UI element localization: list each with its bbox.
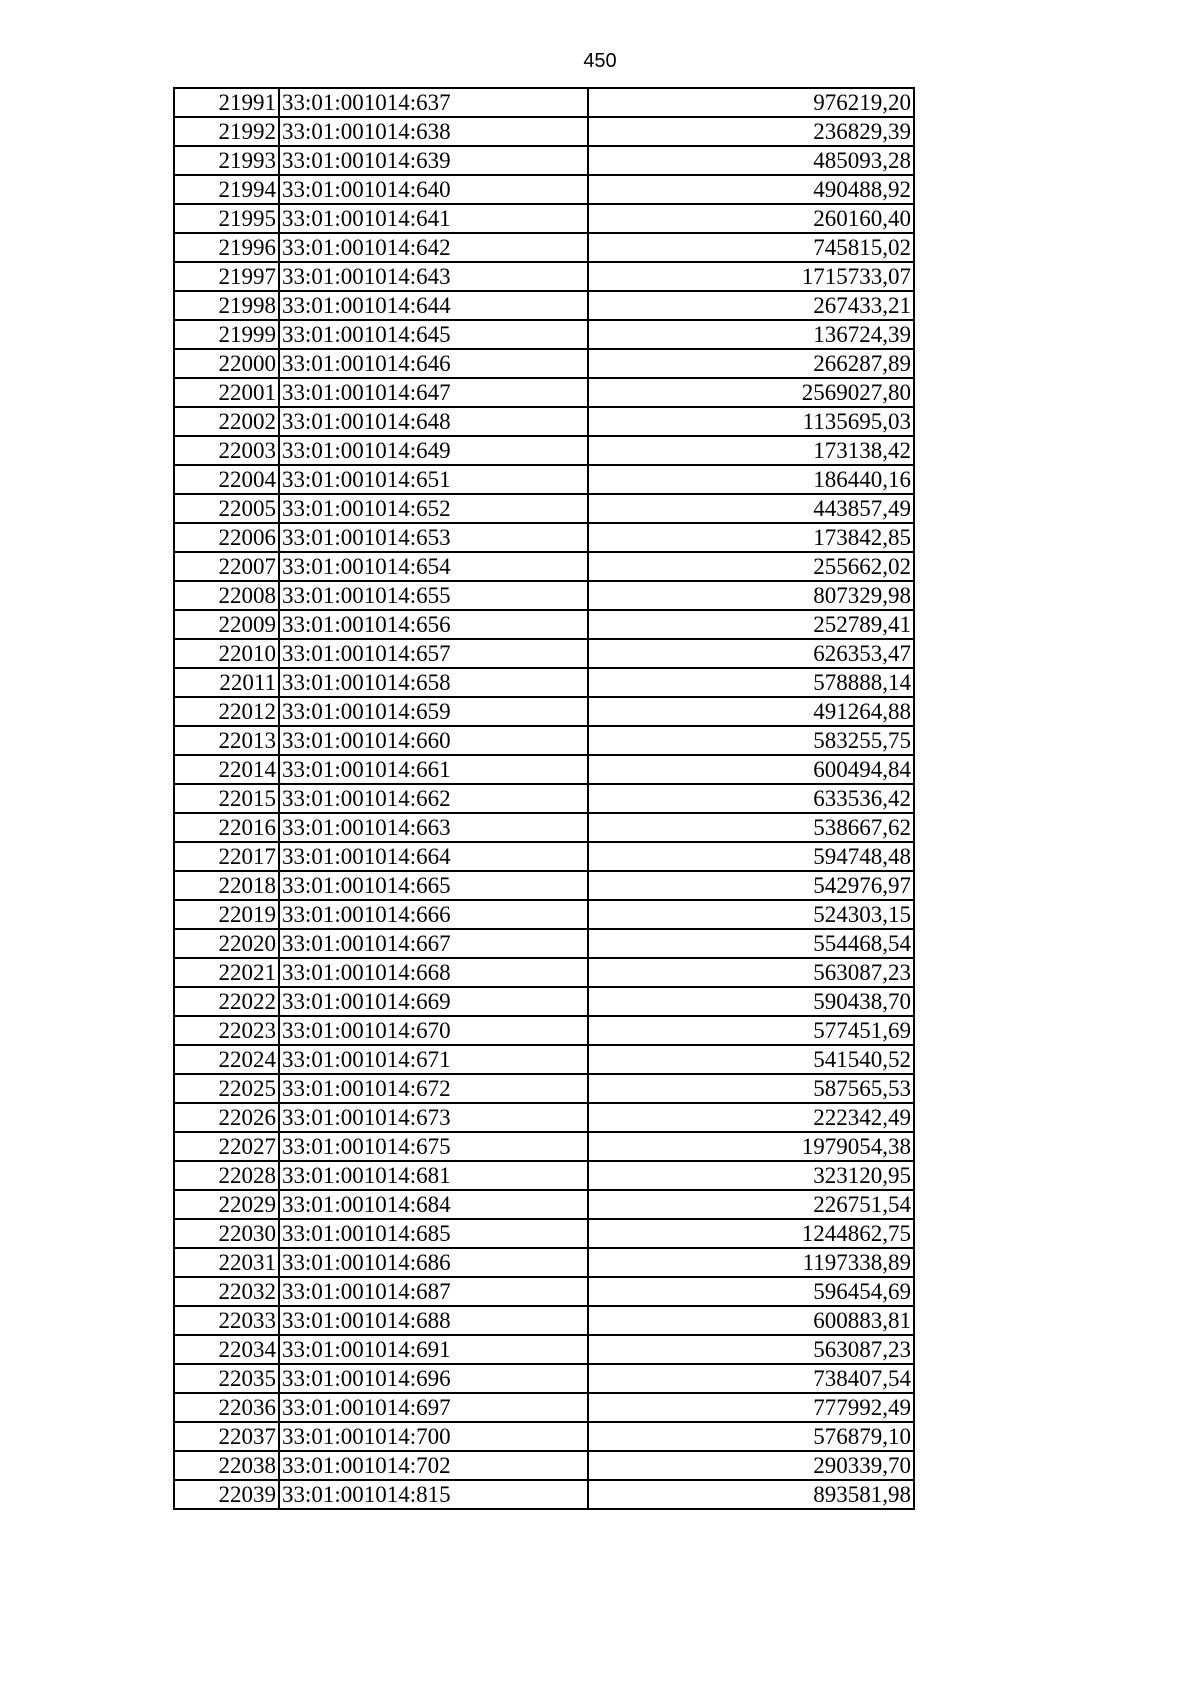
cadastral-number-cell: 33:01:001014:656 — [279, 610, 588, 639]
row-number-cell: 21996 — [174, 233, 279, 262]
table-row — [174, 117, 914, 146]
cadastral-number-cell: 33:01:001014:661 — [279, 755, 588, 784]
table-row — [174, 871, 914, 900]
cadastral-number-cell: 33:01:001014:668 — [279, 958, 588, 987]
row-number-cell: 22037 — [174, 1422, 279, 1451]
cadastral-number-cell: 33:01:001014:657 — [279, 639, 588, 668]
table-row — [174, 1074, 914, 1103]
value-cell: 590438,70 — [588, 987, 914, 1016]
table-row — [174, 1335, 914, 1364]
table-row — [174, 1190, 914, 1219]
value-cell: 524303,15 — [588, 900, 914, 929]
cadastral-number-cell: 33:01:001014:696 — [279, 1364, 588, 1393]
row-number-cell: 21993 — [174, 146, 279, 175]
table-row — [174, 1016, 914, 1045]
value-cell: 1244862,75 — [588, 1219, 914, 1248]
row-number-cell: 22025 — [174, 1074, 279, 1103]
cadastral-number-cell: 33:01:001014:647 — [279, 378, 588, 407]
value-cell: 542976,97 — [588, 871, 914, 900]
value-cell: 260160,40 — [588, 204, 914, 233]
row-number-cell: 22019 — [174, 900, 279, 929]
row-number-cell: 22031 — [174, 1248, 279, 1277]
cadastral-number-cell: 33:01:001014:700 — [279, 1422, 588, 1451]
row-number-cell: 21998 — [174, 291, 279, 320]
table-row — [174, 378, 914, 407]
row-number-cell: 22016 — [174, 813, 279, 842]
cadastral-number-cell: 33:01:001014:663 — [279, 813, 588, 842]
cadastral-number-cell: 33:01:001014:648 — [279, 407, 588, 436]
table-row — [174, 813, 914, 842]
cadastral-number-cell: 33:01:001014:655 — [279, 581, 588, 610]
cadastral-number-cell: 33:01:001014:641 — [279, 204, 588, 233]
row-number-cell: 22034 — [174, 1335, 279, 1364]
value-cell: 594748,48 — [588, 842, 914, 871]
table-row — [174, 1364, 914, 1393]
value-cell: 578888,14 — [588, 668, 914, 697]
table-row — [174, 842, 914, 871]
table-row — [174, 233, 914, 262]
table-row — [174, 291, 914, 320]
table-row — [174, 929, 914, 958]
row-number-cell: 22020 — [174, 929, 279, 958]
page-number: 450 — [583, 50, 617, 72]
row-number-cell: 22018 — [174, 871, 279, 900]
table-row — [174, 175, 914, 204]
value-cell: 1715733,07 — [588, 262, 914, 291]
cadastral-number-cell: 33:01:001014:639 — [279, 146, 588, 175]
row-number-cell: 21995 — [174, 204, 279, 233]
value-cell: 2569027,80 — [588, 378, 914, 407]
value-cell: 222342,49 — [588, 1103, 914, 1132]
row-number-cell: 22032 — [174, 1277, 279, 1306]
row-number-cell: 22012 — [174, 697, 279, 726]
value-cell: 893581,98 — [588, 1480, 914, 1509]
row-number-cell: 21999 — [174, 320, 279, 349]
table-row — [174, 1480, 914, 1509]
row-number-cell: 22024 — [174, 1045, 279, 1074]
cadastral-number-cell: 33:01:001014:644 — [279, 291, 588, 320]
cadastral-number-cell: 33:01:001014:651 — [279, 465, 588, 494]
cadastral-number-cell: 33:01:001014:645 — [279, 320, 588, 349]
row-number-cell: 21992 — [174, 117, 279, 146]
cadastral-number-cell: 33:01:001014:686 — [279, 1248, 588, 1277]
value-cell: 236829,39 — [588, 117, 914, 146]
table-body — [174, 88, 914, 1509]
cadastral-number-cell: 33:01:001014:675 — [279, 1132, 588, 1161]
row-number-cell: 22015 — [174, 784, 279, 813]
row-number-cell: 22029 — [174, 1190, 279, 1219]
table-row — [174, 407, 914, 436]
value-cell: 577451,69 — [588, 1016, 914, 1045]
value-cell: 490488,92 — [588, 175, 914, 204]
table-row — [174, 436, 914, 465]
row-number-cell: 22002 — [174, 407, 279, 436]
value-cell: 255662,02 — [588, 552, 914, 581]
value-cell: 738407,54 — [588, 1364, 914, 1393]
row-number-cell: 22010 — [174, 639, 279, 668]
row-number-cell: 22013 — [174, 726, 279, 755]
value-cell: 563087,23 — [588, 1335, 914, 1364]
cadastral-number-cell: 33:01:001014:653 — [279, 523, 588, 552]
value-cell: 1197338,89 — [588, 1248, 914, 1277]
value-cell: 976219,20 — [588, 88, 914, 117]
row-number-cell: 22003 — [174, 436, 279, 465]
cadastral-number-cell: 33:01:001014:688 — [279, 1306, 588, 1335]
cadastral-number-cell: 33:01:001014:681 — [279, 1161, 588, 1190]
table-row — [174, 581, 914, 610]
value-cell: 290339,70 — [588, 1451, 914, 1480]
cadastral-number-cell: 33:01:001014:664 — [279, 842, 588, 871]
row-number-cell: 21994 — [174, 175, 279, 204]
cadastral-number-cell: 33:01:001014:654 — [279, 552, 588, 581]
cadastral-number-cell: 33:01:001014:673 — [279, 1103, 588, 1132]
table-row — [174, 1248, 914, 1277]
cadastral-number-cell: 33:01:001014:646 — [279, 349, 588, 378]
row-number-cell: 21997 — [174, 262, 279, 291]
row-number-cell: 22023 — [174, 1016, 279, 1045]
cadastral-number-cell: 33:01:001014:670 — [279, 1016, 588, 1045]
table-row — [174, 1306, 914, 1335]
cadastral-number-cell: 33:01:001014:702 — [279, 1451, 588, 1480]
value-cell: 491264,88 — [588, 697, 914, 726]
value-cell: 1135695,03 — [588, 407, 914, 436]
value-cell: 186440,16 — [588, 465, 914, 494]
row-number-cell: 22036 — [174, 1393, 279, 1422]
value-cell: 600883,81 — [588, 1306, 914, 1335]
table-row — [174, 1132, 914, 1161]
value-cell: 576879,10 — [588, 1422, 914, 1451]
table-row — [174, 88, 914, 117]
row-number-cell: 22030 — [174, 1219, 279, 1248]
row-number-cell: 22000 — [174, 349, 279, 378]
value-cell: 226751,54 — [588, 1190, 914, 1219]
table-row — [174, 987, 914, 1016]
row-number-cell: 22007 — [174, 552, 279, 581]
value-cell: 443857,49 — [588, 494, 914, 523]
table-row — [174, 204, 914, 233]
table-row — [174, 552, 914, 581]
value-cell: 538667,62 — [588, 813, 914, 842]
row-number-cell: 22017 — [174, 842, 279, 871]
table-row — [174, 1422, 914, 1451]
table-row — [174, 1219, 914, 1248]
table-row — [174, 1393, 914, 1422]
table-row — [174, 610, 914, 639]
table-row — [174, 958, 914, 987]
table-row — [174, 1045, 914, 1074]
value-cell: 563087,23 — [588, 958, 914, 987]
cadastral-number-cell: 33:01:001014:665 — [279, 871, 588, 900]
table-row — [174, 465, 914, 494]
cadastral-number-cell: 33:01:001014:667 — [279, 929, 588, 958]
table-row — [174, 639, 914, 668]
cadastral-number-cell: 33:01:001014:660 — [279, 726, 588, 755]
row-number-cell: 22039 — [174, 1480, 279, 1509]
cadastral-number-cell: 33:01:001014:658 — [279, 668, 588, 697]
value-cell: 1979054,38 — [588, 1132, 914, 1161]
table-row — [174, 726, 914, 755]
table-row — [174, 146, 914, 175]
value-cell: 323120,95 — [588, 1161, 914, 1190]
table-row — [174, 668, 914, 697]
value-cell: 554468,54 — [588, 929, 914, 958]
row-number-cell: 22008 — [174, 581, 279, 610]
value-cell: 807329,98 — [588, 581, 914, 610]
value-cell: 267433,21 — [588, 291, 914, 320]
table-row — [174, 262, 914, 291]
value-cell: 252789,41 — [588, 610, 914, 639]
cadastral-number-cell: 33:01:001014:671 — [279, 1045, 588, 1074]
cadastral-number-cell: 33:01:001014:659 — [279, 697, 588, 726]
row-number-cell: 22035 — [174, 1364, 279, 1393]
cadastral-number-cell: 33:01:001014:691 — [279, 1335, 588, 1364]
cadastral-number-cell: 33:01:001014:643 — [279, 262, 588, 291]
value-cell: 485093,28 — [588, 146, 914, 175]
cadastral-number-cell: 33:01:001014:672 — [279, 1074, 588, 1103]
table-row — [174, 784, 914, 813]
row-number-cell: 22028 — [174, 1161, 279, 1190]
table-row — [174, 349, 914, 378]
data-table — [173, 87, 915, 1510]
cadastral-number-cell: 33:01:001014:652 — [279, 494, 588, 523]
row-number-cell: 22021 — [174, 958, 279, 987]
table-row — [174, 755, 914, 784]
cadastral-number-cell: 33:01:001014:697 — [279, 1393, 588, 1422]
row-number-cell: 22011 — [174, 668, 279, 697]
table-row — [174, 523, 914, 552]
value-cell: 266287,89 — [588, 349, 914, 378]
cadastral-number-cell: 33:01:001014:640 — [279, 175, 588, 204]
value-cell: 745815,02 — [588, 233, 914, 262]
row-number-cell: 22038 — [174, 1451, 279, 1480]
cadastral-number-cell: 33:01:001014:815 — [279, 1480, 588, 1509]
row-number-cell: 22006 — [174, 523, 279, 552]
row-number-cell: 22026 — [174, 1103, 279, 1132]
cadastral-number-cell: 33:01:001014:685 — [279, 1219, 588, 1248]
row-number-cell: 22009 — [174, 610, 279, 639]
value-cell: 777992,49 — [588, 1393, 914, 1422]
cadastral-number-cell: 33:01:001014:649 — [279, 436, 588, 465]
row-number-cell: 22022 — [174, 987, 279, 1016]
value-cell: 173842,85 — [588, 523, 914, 552]
table-row — [174, 1103, 914, 1132]
value-cell: 596454,69 — [588, 1277, 914, 1306]
row-number-cell: 22001 — [174, 378, 279, 407]
table-row — [174, 1161, 914, 1190]
cadastral-number-cell: 33:01:001014:642 — [279, 233, 588, 262]
value-cell: 541540,52 — [588, 1045, 914, 1074]
row-number-cell: 21991 — [174, 88, 279, 117]
value-cell: 136724,39 — [588, 320, 914, 349]
row-number-cell: 22004 — [174, 465, 279, 494]
table-row — [174, 1451, 914, 1480]
value-cell: 587565,53 — [588, 1074, 914, 1103]
table-row — [174, 900, 914, 929]
value-cell: 600494,84 — [588, 755, 914, 784]
row-number-cell: 22005 — [174, 494, 279, 523]
cadastral-number-cell: 33:01:001014:638 — [279, 117, 588, 146]
cadastral-number-cell: 33:01:001014:662 — [279, 784, 588, 813]
cadastral-number-cell: 33:01:001014:669 — [279, 987, 588, 1016]
cadastral-number-cell: 33:01:001014:637 — [279, 88, 588, 117]
value-cell: 626353,47 — [588, 639, 914, 668]
value-cell: 173138,42 — [588, 436, 914, 465]
row-number-cell: 22033 — [174, 1306, 279, 1335]
value-cell: 633536,42 — [588, 784, 914, 813]
cadastral-number-cell: 33:01:001014:687 — [279, 1277, 588, 1306]
cadastral-number-cell: 33:01:001014:666 — [279, 900, 588, 929]
cadastral-number-cell: 33:01:001014:684 — [279, 1190, 588, 1219]
table-row — [174, 320, 914, 349]
row-number-cell: 22014 — [174, 755, 279, 784]
row-number-cell: 22027 — [174, 1132, 279, 1161]
table-row — [174, 1277, 914, 1306]
value-cell: 583255,75 — [588, 726, 914, 755]
table-row — [174, 494, 914, 523]
table-row — [174, 697, 914, 726]
